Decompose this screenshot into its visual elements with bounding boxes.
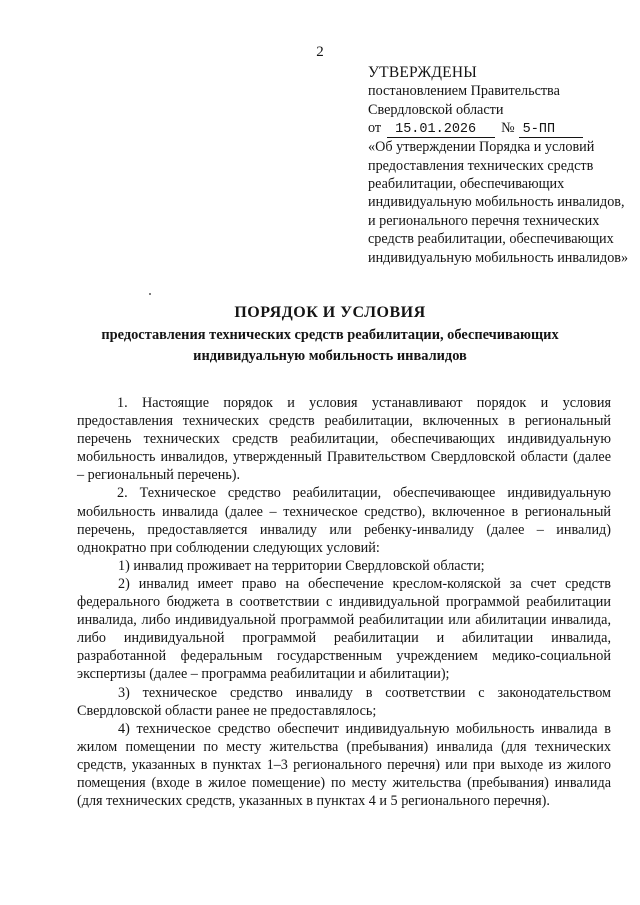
condition-2: 2) инвалид имеет право на обеспечение креслом-коляской за счет средств федерального бюджета в соответствии с индивидуальной программой реабилитации инвалида, либо индивидуальной программой реабилитации или абилитации инвалида, либо индивидуальной программой реабилитации и абилитации инвалида, разработанной федеральным государственным учреждением медико-социальной экспертизы (далее – программа реабилитации и абилитации); [77, 575, 611, 683]
decree-date: 15.01.2026 [387, 122, 495, 138]
condition-3: 3) техническое средство инвалиду в соответствии с законодательством Свердловской области ранее не предоставлялось; [77, 684, 611, 719]
decree-subject: «Об утверждении Порядка и условий предоставления технических средств реабилитации, обеспечивающих индивидуальную мобильность инвалидов, и регионального перечня технических средств реабилитации, обеспечивающих индивидуальную мобильность инвалидов» [368, 139, 629, 266]
paragraph-1: 1. Настоящие порядок и условия устанавливают порядок и условия предоставления технических средств реабилитации, включенных в региональный перечень технических средств реабилитации, обеспечивающих индивидуальную мобильность инвалидов, утвержденный Правительством Свердловской области (далее – региональный перечень). [77, 395, 611, 484]
number-sign: № [501, 120, 515, 137]
approval-heading: УТВЕРЖДЕНЫ [368, 64, 477, 81]
approval-line-2: Свердловской области [368, 101, 504, 118]
approval-line-1: постановлением Правительства [368, 83, 560, 100]
condition-1: 1) инвалид проживает на территории Свердловской области; [118, 557, 485, 574]
scan-speck [149, 293, 151, 295]
decree-number: 5-ПП [519, 122, 583, 138]
document-title-block [60, 302, 600, 366]
document-subtitle-line-2: индивидуальную мобильность инвалидов [193, 348, 467, 364]
approval-block [368, 64, 630, 267]
paragraph-2: 2. Техническое средство реабилитации, обеспечивающее индивидуальную мобильность инвалида (далее – техническое средство), включенное в региональный перечень, предоставляется инвалиду или ребенку-инвалиду (далее – инвалид) однократно при соблюдении следующих условий: [77, 485, 611, 556]
approval-date-line [368, 119, 630, 138]
page-number: 2 [316, 44, 324, 60]
document-title: ПОРЯДОК И УСЛОВИЯ [234, 304, 426, 321]
condition-4: 4) техническое средство обеспечит индивидуальную мобильность инвалида в жилом помещении по месту жительства (пребывания) инвалида (для технических средств, указанных в пунктах 1–3 регионального перечня) или при выходе из жилого помещения (входе в жилое помещение) по месту жительства (пребывания) инвалида (для технических средств, указанных в пунктах 4 и 5 регионального перечня). [77, 720, 611, 810]
date-prefix: от [368, 120, 382, 137]
document-body [77, 394, 611, 810]
document-subtitle-line-1: предоставления технических средств реабилитации, обеспечивающих [101, 327, 559, 343]
